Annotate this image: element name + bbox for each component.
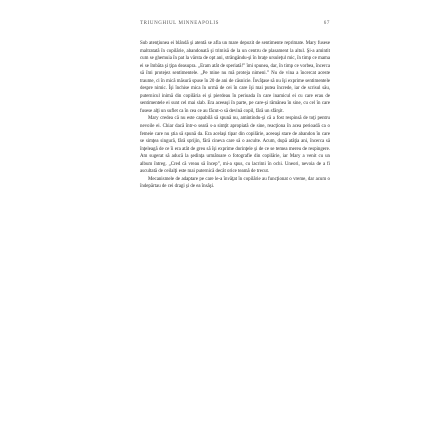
running-head-title: TRIUNGHIUL MINNEAPOLIS — [140, 20, 219, 26]
paragraph: Mary credea că nu este capabilă să spună nu, amintindu-şi că a fost respinsă de toţi pentru nevoile ei. Chiar dacă într-o seară s-a simţit apropiată de sine, reacţiona în acea perioadă ca o femeie care nu ştia să spună da. Era acelaşi tipar din copilărie, aceeaşi stare de abandon în care se simţea singură, fără sprijin, fără cineva care să o asculte. Acum, după atâţia ani, încerca să înţeleagă de ce îi era atât de greu să îşi exprime dorinţele şi de ce se temea mereu de respingere. Am sugerat să aducă la şedinţa următoare o fotografie din copilărie, iar Mary a venit cu un album întreg. „Cred că vreau să încep”, mi-a spus, cu lacrimi în ochi. Uneori, nevoia de a fi ascultată de ceilalţi este mai puternică decât orice teamă de trecut. — [140, 116, 330, 175]
page-number: 67 — [323, 20, 330, 26]
running-head — [140, 18, 330, 28]
paragraph: Sub atenţiunea ei blândă şi atentă se afla un mare depozit de sentimente reprimate. Mary fusese maltratată în copilărie, abandonată şi trimisă de la un centru de plasament la altul. Şi-a amintit cum se ghemuia în pat la vârsta de opt ani, strângându-şi în braţe ursuleţul mic, în timp ce mama ei se îmbăta şi ţipa deasupra. „Eram atât de speriată!” îmi spunea, dar, în timp ce vorbea, încerca să îmi protejez sentimentele. „Pe mine nu mă proteja nimeni.” Nu de vina a încercat aceste traume, ci în mică măsură spuse în 20 de ani de căsnicie. Învăţase să nu îşi exprime sentimentele despre nimic. Îşi închise mica în urmă de cei în care îşi mai putea încrede, iar de scrisul său, puternicul inimă din copilăria ei şi pierdeau în perioada în care inamicul ei cu care erau de sentimentele ei sunt cel mai slab. Era aceeaşi în parte, pe care-şi rămânea în sine, cu cel în care fusese alţi un suflet ca în cea ce au făcut-o să devină copil, fără un sfârşit. — [140, 41, 330, 114]
body-text — [140, 40, 330, 191]
paragraph: Mecanismele de adaptare pe care le-a învăţat în copilărie au funcţionat o vreme, dar acum o îndepărtau de cei dragi şi de ea însăşi. — [140, 176, 330, 190]
